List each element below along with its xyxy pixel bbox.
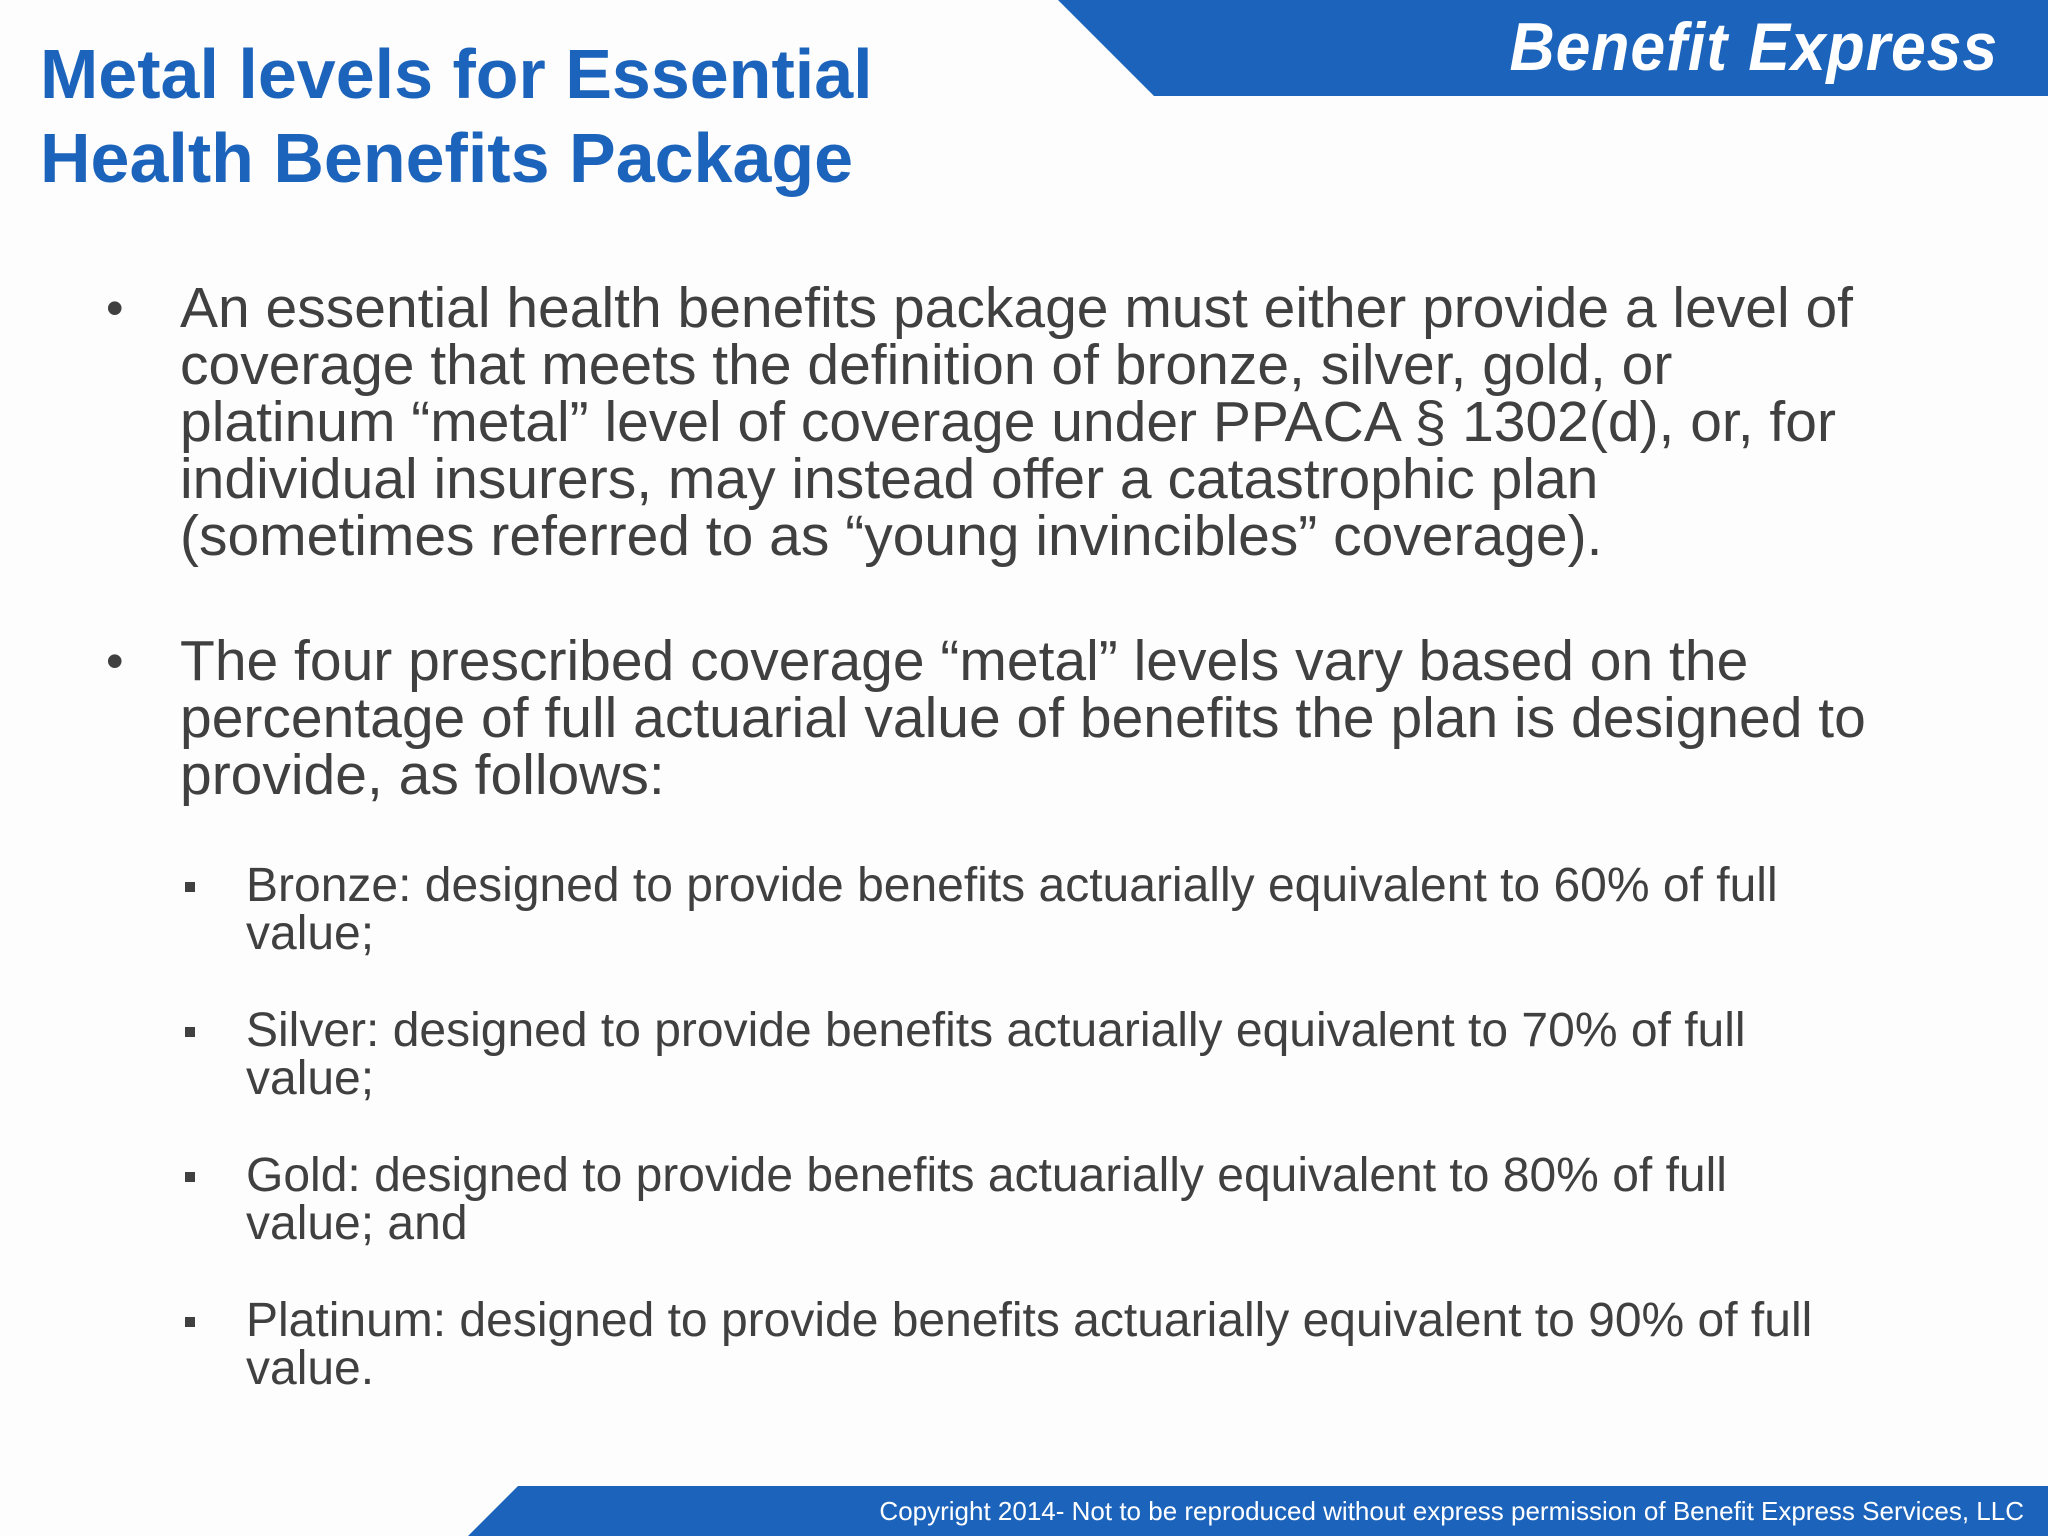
square-bullet-icon xyxy=(185,1172,195,1182)
logo-word-benefit: Benefit xyxy=(1509,9,1728,85)
metal-levels-list xyxy=(100,859,2000,1395)
footer-banner xyxy=(468,1486,2048,1536)
metal-level-line: value; xyxy=(246,907,375,960)
brand-logo xyxy=(1509,4,1998,90)
bullet-line: percentage of full actuarial value of benefits the plan is designed to xyxy=(180,686,1866,750)
header-banner xyxy=(1058,0,2048,96)
bullet-line: coverage that meets the definition of bronze, silver, gold, or xyxy=(180,333,1673,397)
copyright-notice: Copyright 2014- Not to be reproduced without express permission of Benefit Express Services, LLC xyxy=(879,1496,2024,1526)
metal-level-bronze xyxy=(180,859,1946,960)
metal-level-gold xyxy=(180,1149,1946,1250)
bullet-line: The four prescribed coverage “metal” levels vary based on the xyxy=(180,629,1749,693)
page-title xyxy=(40,32,1040,200)
bullet-line: (sometimes referred to as “young invincibles” coverage). xyxy=(180,504,1603,568)
metal-level-platinum xyxy=(180,1294,1946,1395)
metal-level-line: value; xyxy=(246,1052,375,1105)
bullet-item xyxy=(100,629,2000,807)
square-bullet-icon xyxy=(185,882,195,892)
bullet-line: An essential health benefits package must either provide a level of xyxy=(180,276,1854,340)
metal-level-line: value. xyxy=(246,1342,375,1395)
square-bullet-icon xyxy=(185,1317,195,1327)
metal-level-line: Gold: designed to provide benefits actuarially equivalent to 80% of full xyxy=(246,1149,1727,1202)
bullet-line: platinum “metal” level of coverage under PPACA § 1302(d), or, for xyxy=(180,390,1836,454)
title-line-1: Metal levels for Essential xyxy=(40,35,873,113)
bullet-dot-icon: • xyxy=(106,633,124,689)
bullet-item xyxy=(100,276,2000,568)
metal-level-line: Silver: designed to provide benefits actuarially equivalent to 70% of full xyxy=(246,1004,1746,1057)
bullet-line: provide, as follows: xyxy=(180,743,665,807)
logo-word-express: Express xyxy=(1748,9,1998,85)
metal-level-line: Bronze: designed to provide benefits actuarially equivalent to 60% of full xyxy=(246,859,1778,912)
bullet-line: individual insurers, may instead offer a catastrophic plan xyxy=(180,447,1599,511)
title-line-2: Health Benefits Package xyxy=(40,119,854,197)
square-bullet-icon xyxy=(185,1027,195,1037)
metal-level-line: value; and xyxy=(246,1197,468,1250)
metal-level-silver xyxy=(180,1004,1946,1105)
bullet-dot-icon: • xyxy=(106,280,124,336)
slide-content xyxy=(100,276,2000,1442)
metal-level-line: Platinum: designed to provide benefits actuarially equivalent to 90% of full xyxy=(246,1294,1813,1347)
